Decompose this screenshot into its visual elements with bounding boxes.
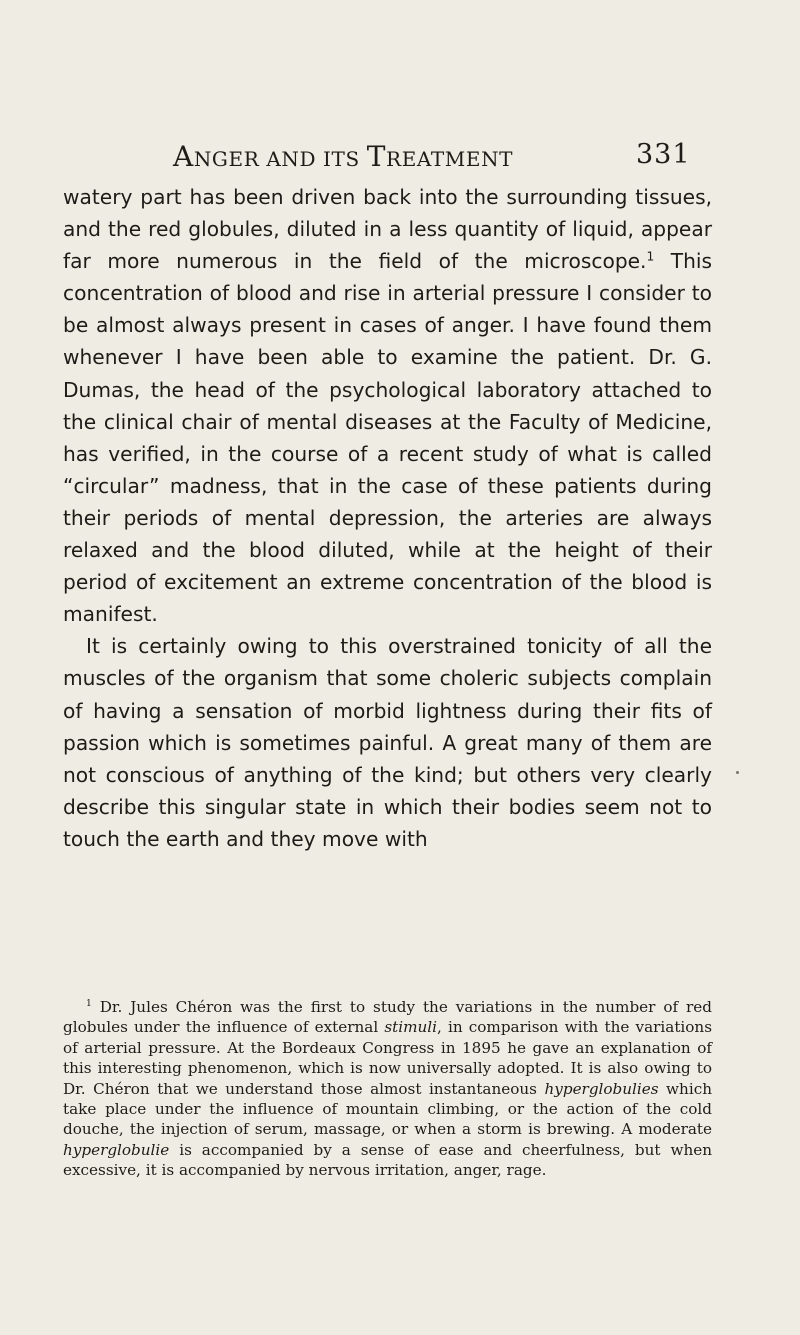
running-head-initial-t: T xyxy=(366,140,387,173)
running-head-small-caps-1: NGER AND ITS xyxy=(193,147,367,171)
paragraph-1-text-b: This concentration of blood and rise in arterial pressure I consider to be almost always present in cases of anger. I have found them whenever I have been able to examine the patient. Dr. G. Dumas, the head of the psychological laboratory attached to the clinical chair of mental diseases at the Faculty of Medicine, has verified, in the course of a recent study of what is called “circular” madness, that in the case of these patients during their periods of mental depression, the arteries are always relaxed and the blood diluted, while at the height of their period of excitement an extreme concentration of the blood is manifest. xyxy=(63,249,712,627)
footnote-reference: 1 xyxy=(646,249,655,264)
footnote-marker: 1 xyxy=(86,998,92,1009)
running-head-small-caps-2: REATMENT xyxy=(386,147,514,171)
paragraph: It is certainly owing to this overstrained tonicity of all the muscles of the organism that some choleric subjects complain of having a sensation of morbid lightness during their fits of passion which is sometimes painful. A great many of them are not conscious of anything of the kind; but others very clearly describe this singular state in which their bodies seem not to touch the earth and they move with xyxy=(63,634,712,851)
paragraph-1-text-a: watery part has been driven back into the surrounding tissues, and the red globules, diluted in a less quantity of liquid, appear far more numerous in the field of the microscope. xyxy=(63,185,712,274)
footnote-text: , in comparison with the variations of arterial pressure. At the Bordeaux Congress in 1895 he gave an explanation of this interesting phenomenon, which is now universally adopted. It is also owing to Dr. Chéron that we understand those almost instantaneous xyxy=(63,1018,712,1098)
footnote-italic: stimuli xyxy=(384,1018,438,1037)
footnote-italic: hyperglobulies xyxy=(544,1079,659,1098)
footnote-text: which take place under the influence of mountain climbing, or the action of the cold douche, the injection of serum, massage, or when a storm is brewing. A moderate xyxy=(63,1079,712,1139)
running-head-initial-a: A xyxy=(173,140,194,173)
footnote-text: is accompanied by a sense of ease and cheerfulness, but when excessive, it is accompanied by nervous irritation, anger, rage. xyxy=(63,1140,712,1180)
margin-dot xyxy=(736,771,739,774)
page-number: 331 xyxy=(636,139,691,170)
paragraph xyxy=(63,181,712,630)
body-text xyxy=(63,181,712,855)
running-head xyxy=(173,140,713,173)
footnote-1 xyxy=(63,997,712,1181)
footnote-text: Dr. Jules Chéron was the first to study the variations in the number of red globules under the influence of external xyxy=(63,998,712,1037)
footnotes xyxy=(63,997,712,1181)
footnote-italic: hyperglobulie xyxy=(63,1140,170,1159)
